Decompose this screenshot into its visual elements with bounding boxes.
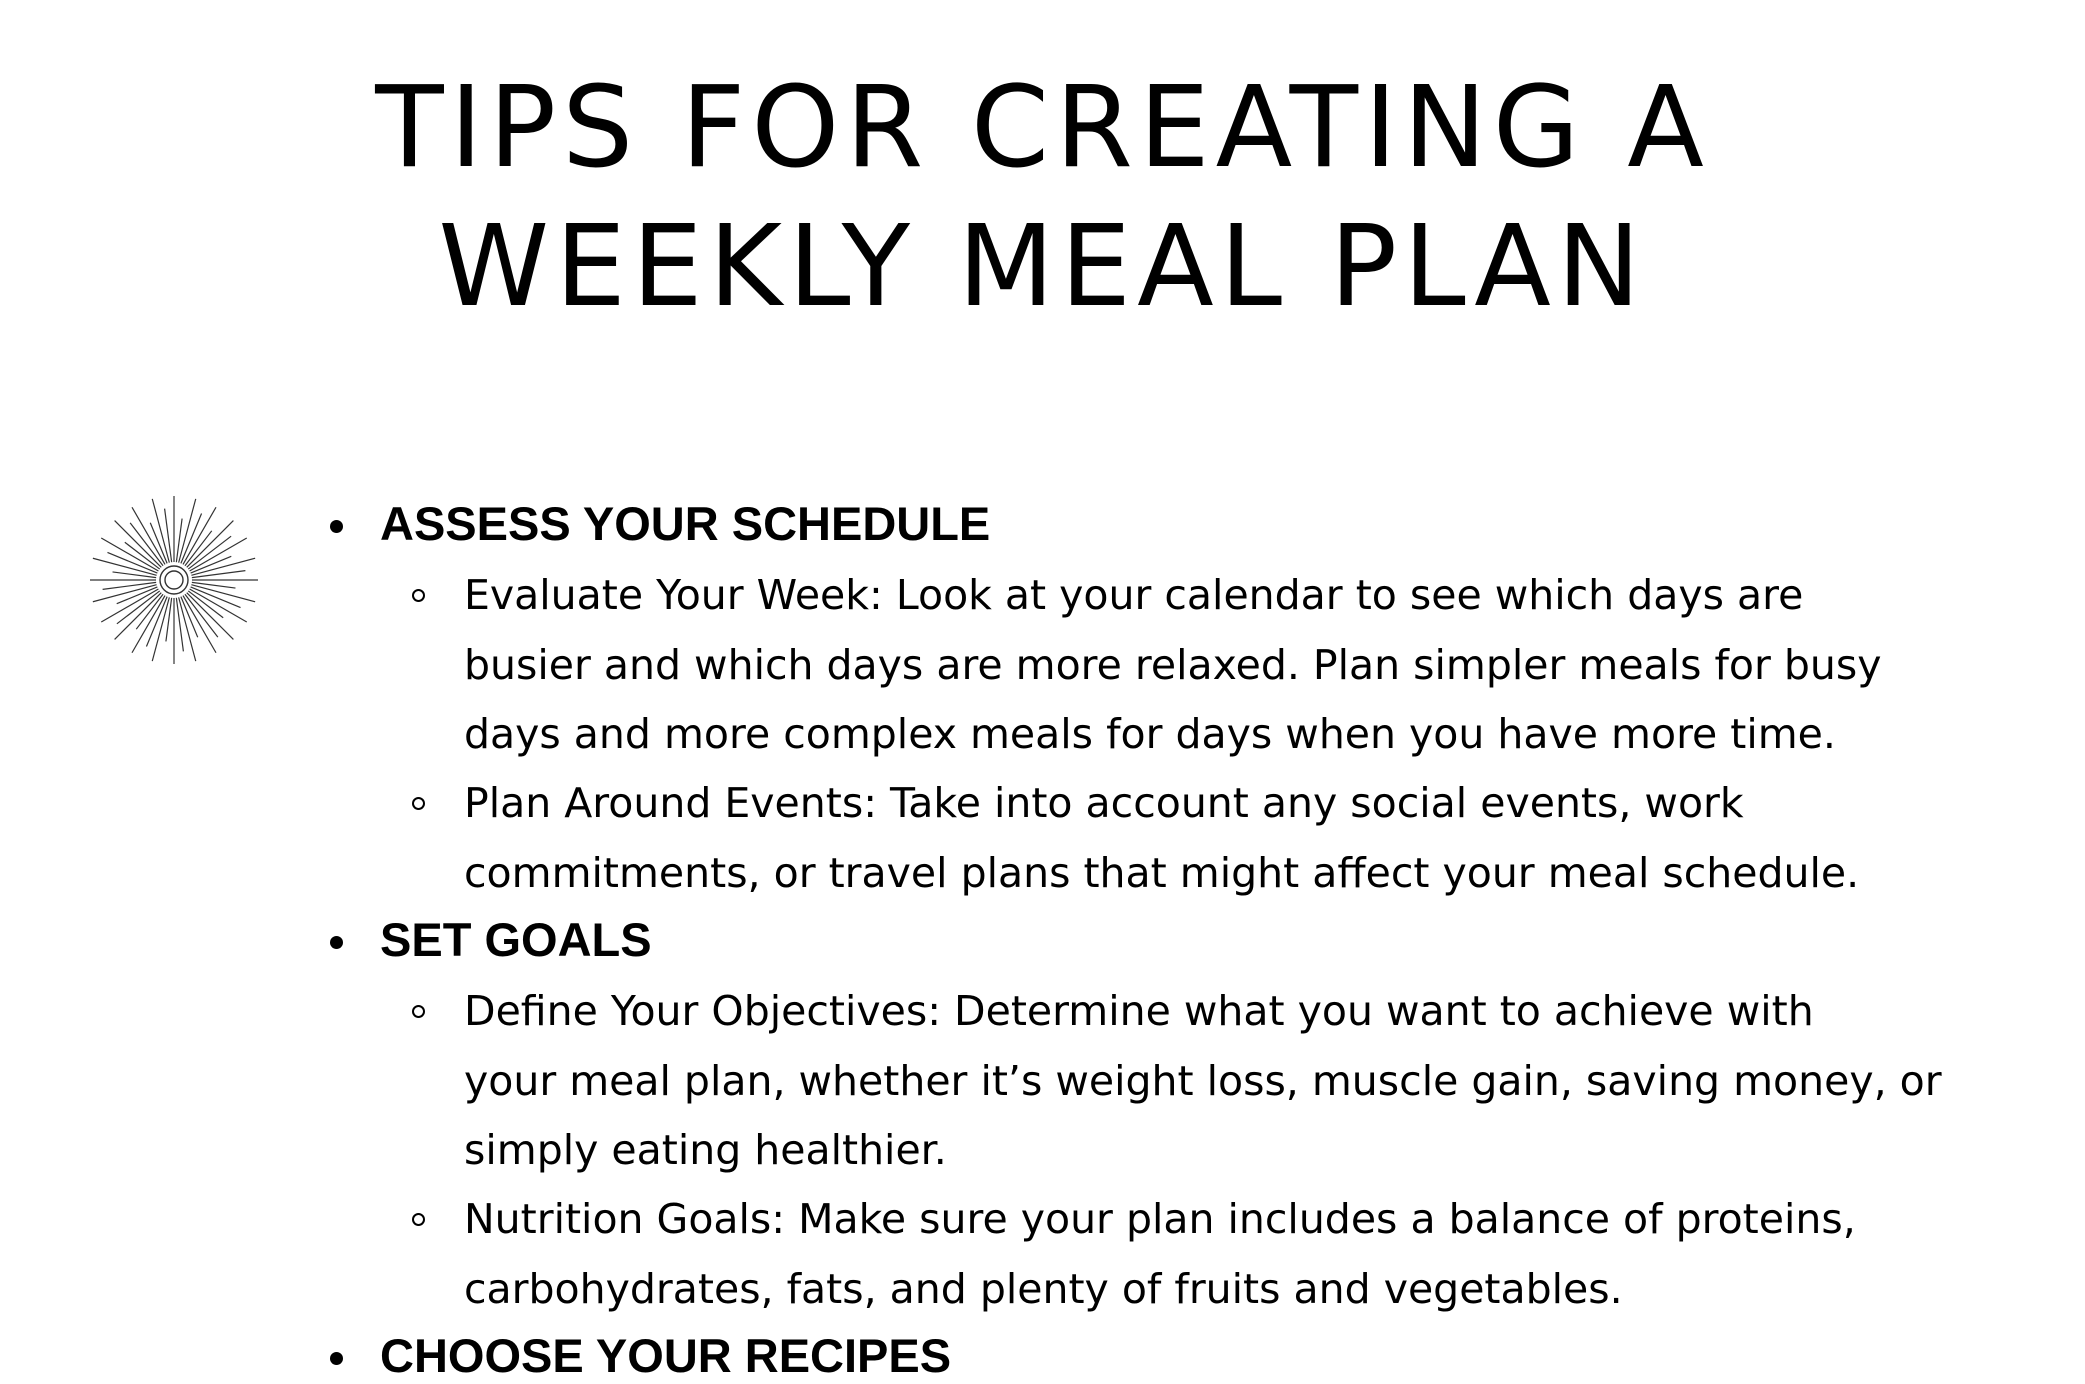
list-item: Nutrition Goals: Make sure your plan includes a balance of proteins, carbohydrates, fats, and plenty of fruits and vegetables. — [464, 1195, 1856, 1313]
sub-bullet — [412, 1213, 425, 1226]
bullet — [330, 936, 343, 949]
bullet — [330, 520, 343, 533]
sunburst-icon — [88, 494, 260, 666]
list-item: Evaluate Your Week: Look at your calendar to see which days are busier and which days are more relaxed. Plan simpler meals for busy days and more complex meals for days when you have more time. — [464, 571, 1882, 758]
section-heading: ASSESS YOUR SCHEDULE — [380, 497, 991, 550]
section-heading: CHOOSE YOUR RECIPES — [380, 1329, 952, 1382]
sub-bullet — [412, 1005, 425, 1018]
page-title-line-2: WEEKLY MEAL PLAN — [438, 202, 1647, 332]
bullet — [330, 1352, 343, 1365]
list-item: Define Your Objectives: Determine what you want to achieve with your meal plan, whether it’s weight loss, muscle gain, saving money, or simply eating healthier. — [464, 987, 1942, 1174]
list-item: Plan Around Events: Take into account any social events, work commitments, or travel plans that might affect your meal schedule. — [464, 779, 1860, 897]
section-heading: SET GOALS — [380, 913, 652, 966]
sub-bullet — [412, 797, 425, 810]
page-title-line-1: TIPS FOR CREATING A — [375, 63, 1710, 193]
sub-bullet — [412, 589, 425, 602]
